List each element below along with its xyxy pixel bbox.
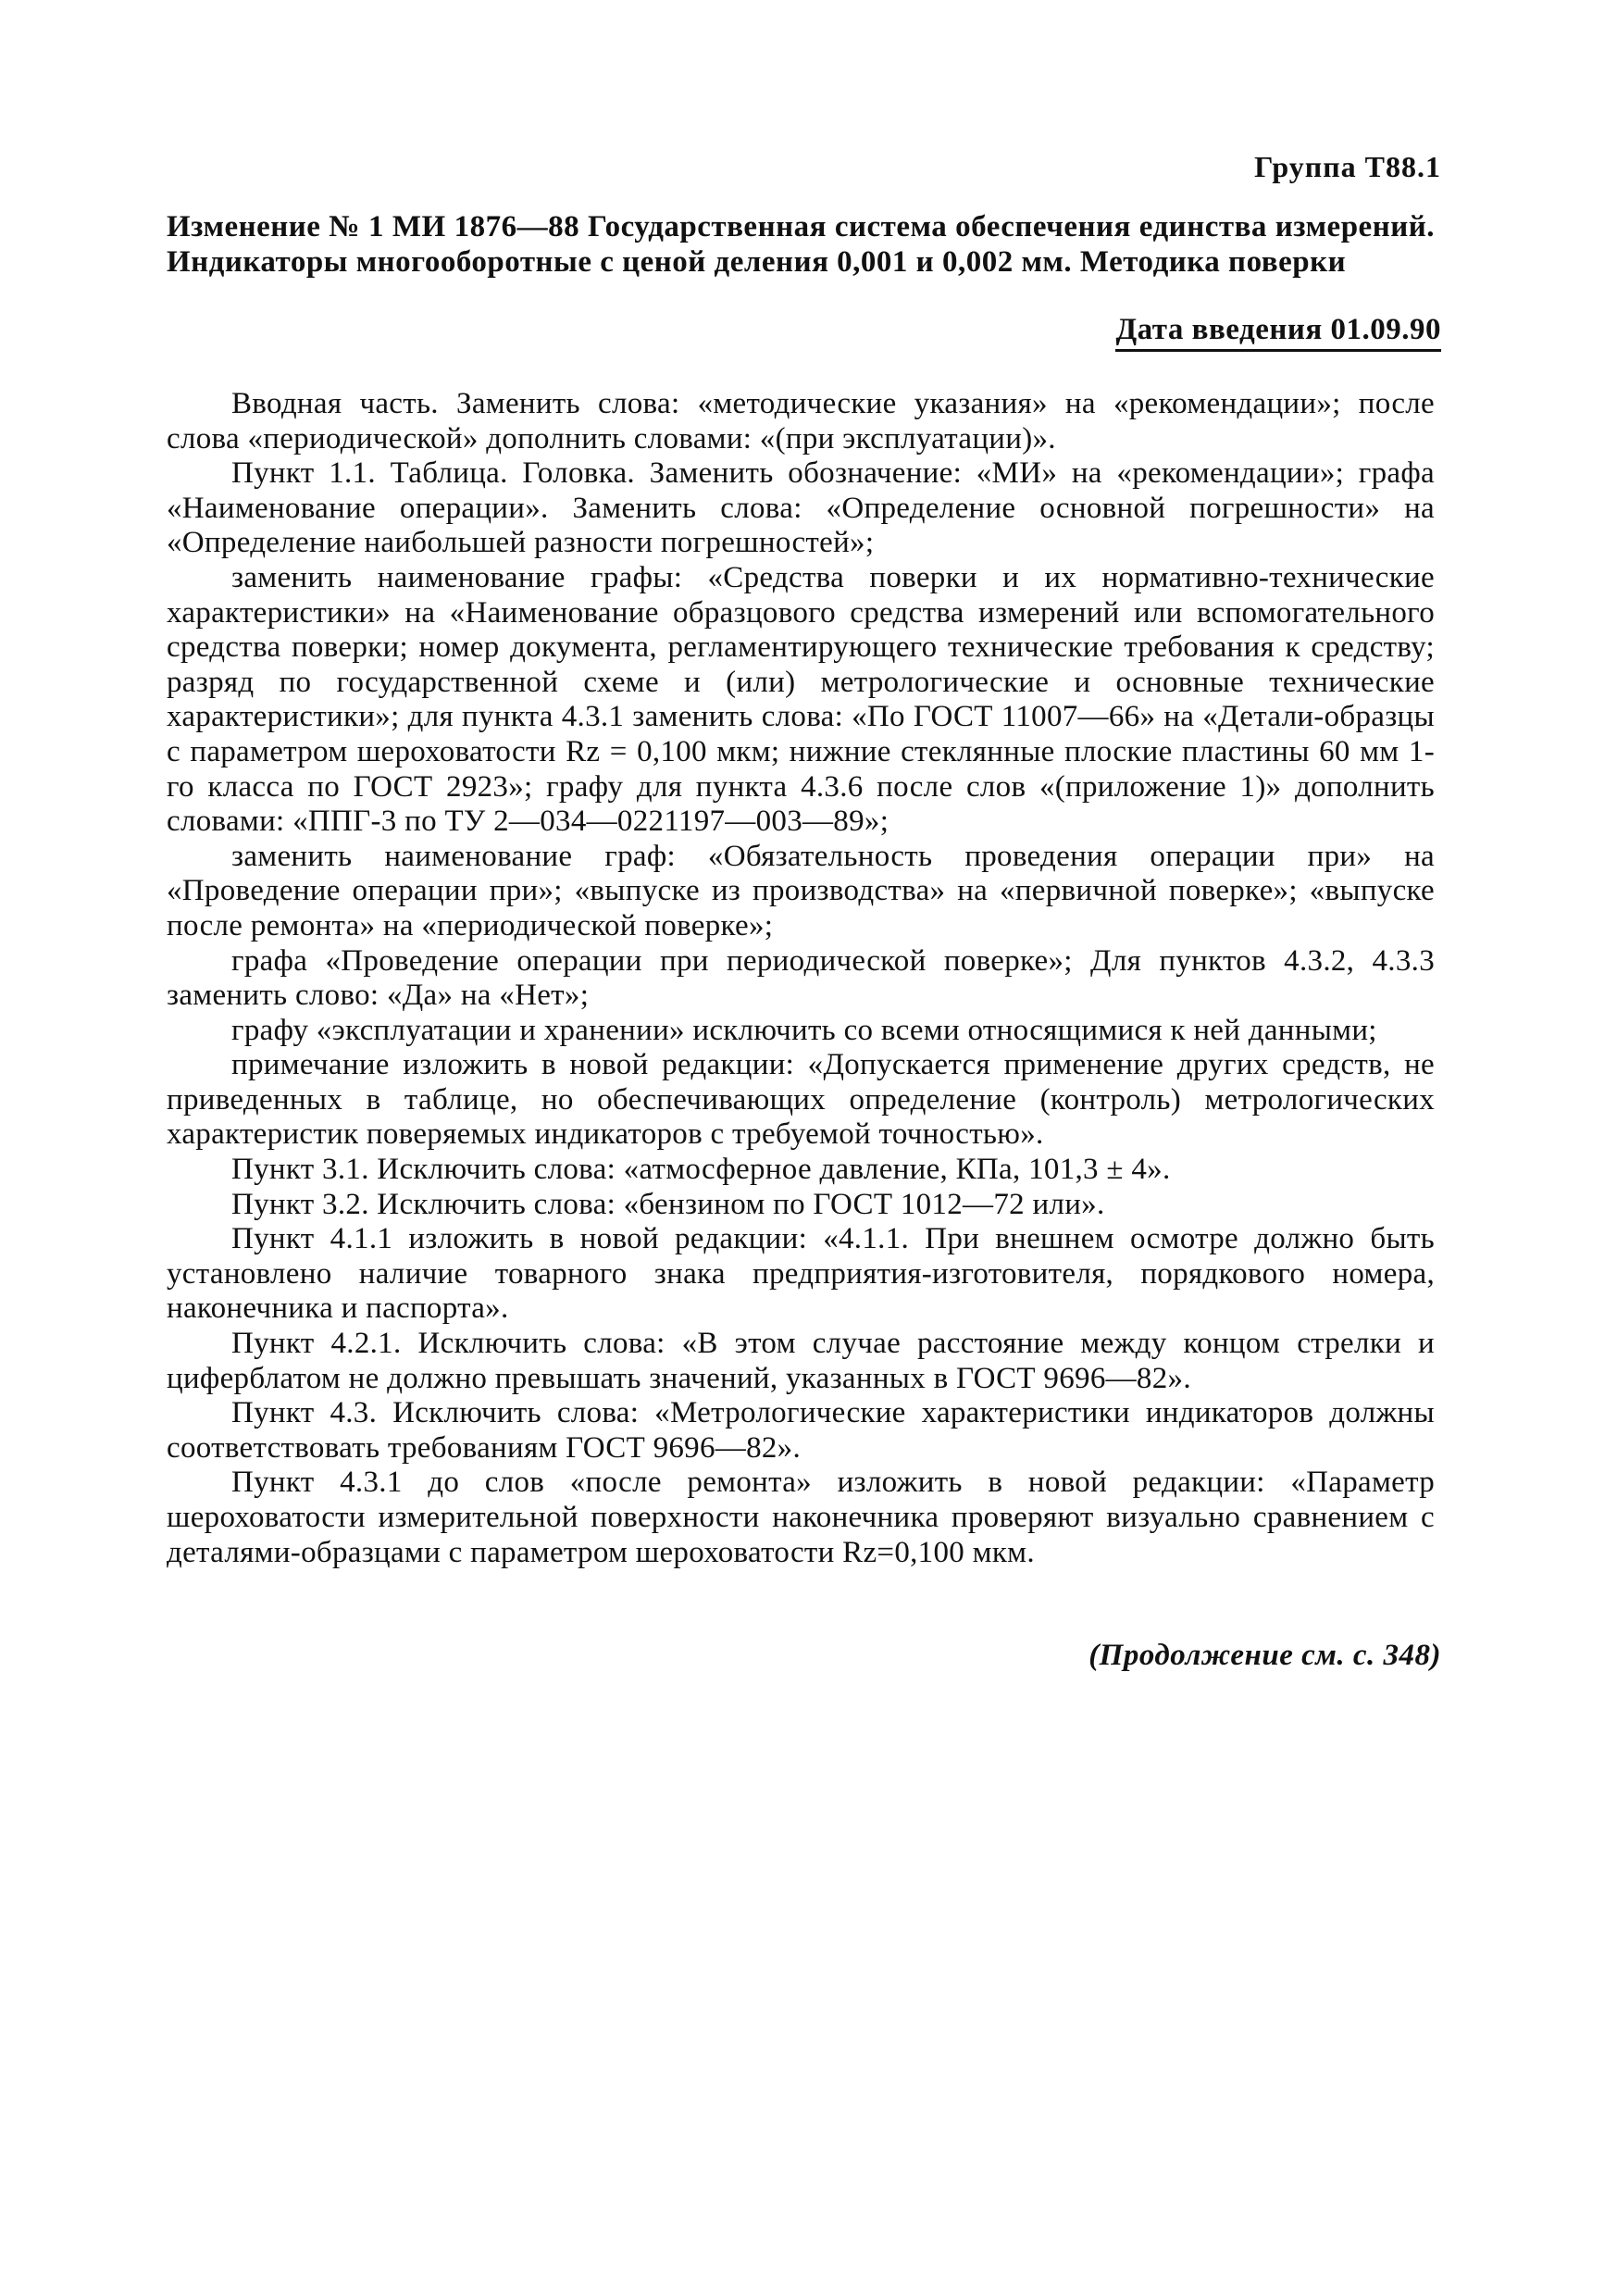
paragraph: Пункт 4.3. Исключить слова: «Метрологические характеристики индикаторов должны соответствовать требованиям ГОСТ 9696—82».	[167, 1396, 1435, 1465]
continuation-note: (Продолжение см. с. 348)	[1088, 1639, 1441, 1672]
paragraph: Пункт 3.2. Исключить слова: «бензином по ГОСТ 1012—72 или».	[231, 1187, 1105, 1221]
paragraph: примечание изложить в новой редакции: «Допускается применение других средств, не приведенных в таблице, но обеспечивающих определение (контроль) метрологических характеристик поверяемых индикаторов с требуемой точностью».	[167, 1048, 1435, 1152]
paragraph: Пункт 4.1.1 изложить в новой редакции: «4.1.1. При внешнем осмотре должно быть установлено наличие товарного знака предприятия-изготовителя, порядкового номера, наконечника и паспорта».	[167, 1222, 1435, 1326]
paragraph: заменить наименование граф: «Обязательность проведения операции при» на «Проведение операции при»; «выпуске из производства» на «первичной поверке»; «выпуске после ремонта» на «периодической поверке»;	[167, 839, 1435, 942]
paragraph: Пункт 1.1. Таблица. Головка. Заменить обозначение: «МИ» на «рекомендации»; графа «Наименование операции». Заменить слова: «Определение основной погрешности» на «Определение наибольшей разности погрешностей»;	[167, 456, 1435, 560]
group-code: Группа Т88.1	[1254, 150, 1441, 183]
paragraph: Вводная часть. Заменить слова: «методические указания» на «рекомендации»; после слова «периодической» дополнить словами: «(при эксплуатации)».	[167, 387, 1435, 455]
paragraph: Пункт 4.3.1 до слов «после ремонта» изложить в новой редакции: «Параметр шероховатости измерительной поверхности наконечника проверяют визуально сравнением с деталями-образцами с параметром шероховатости Rz=0,100 мкм.	[167, 1466, 1435, 1569]
paragraph: Пункт 4.2.1. Исключить слова: «В этом случае расстояние между концом стрелки и циферблатом не должно превышать значений, указанных в ГОСТ 9696—82».	[167, 1327, 1435, 1395]
amendment-title: Изменение № 1 МИ 1876—88 Государственная система обеспечения единства измерений. Индикаторы многооборотные с ценой деления 0,001 и 0,002 мм. Методика поверки	[167, 210, 1435, 279]
paragraph: графа «Проведение операции при периодической поверке»; Для пунктов 4.3.2, 4.3.3 заменить слово: «Да» на «Нет»;	[167, 943, 1435, 1013]
document-body	[167, 387, 1435, 1570]
paragraph: графу «эксплуатации и хранении» исключить со всеми относящимися к ней данными;	[231, 1013, 1377, 1047]
paragraph: Пункт 3.1. Исключить слова: «атмосферное давление, КПа, 101,3 ± 4».	[231, 1153, 1171, 1187]
paragraph: заменить наименование графы: «Средства поверки и их нормативно-технические характеристики» на «Наименование образцового средства измерений или вспомогательного средства поверки; номер документа, регламентирующего технические требования к средству; разряд по государственной схеме и (или) метрологические и основные технические характеристики»; для пункта 4.3.1 заменить слова: «По ГОСТ 11007—66» на «Детали-образцы с параметром шероховатости Rz = 0,100 мкм; нижние стеклянные плоские пластины 60 мм 1-го класса по ГОСТ 2923»; графу для пункта 4.3.6 после слов «(приложение 1)» дополнить словами: «ППГ-3 по ТУ 2—034—0221197—003—89»;	[167, 560, 1435, 839]
effective-date: Дата введения 01.09.90	[1115, 313, 1441, 352]
